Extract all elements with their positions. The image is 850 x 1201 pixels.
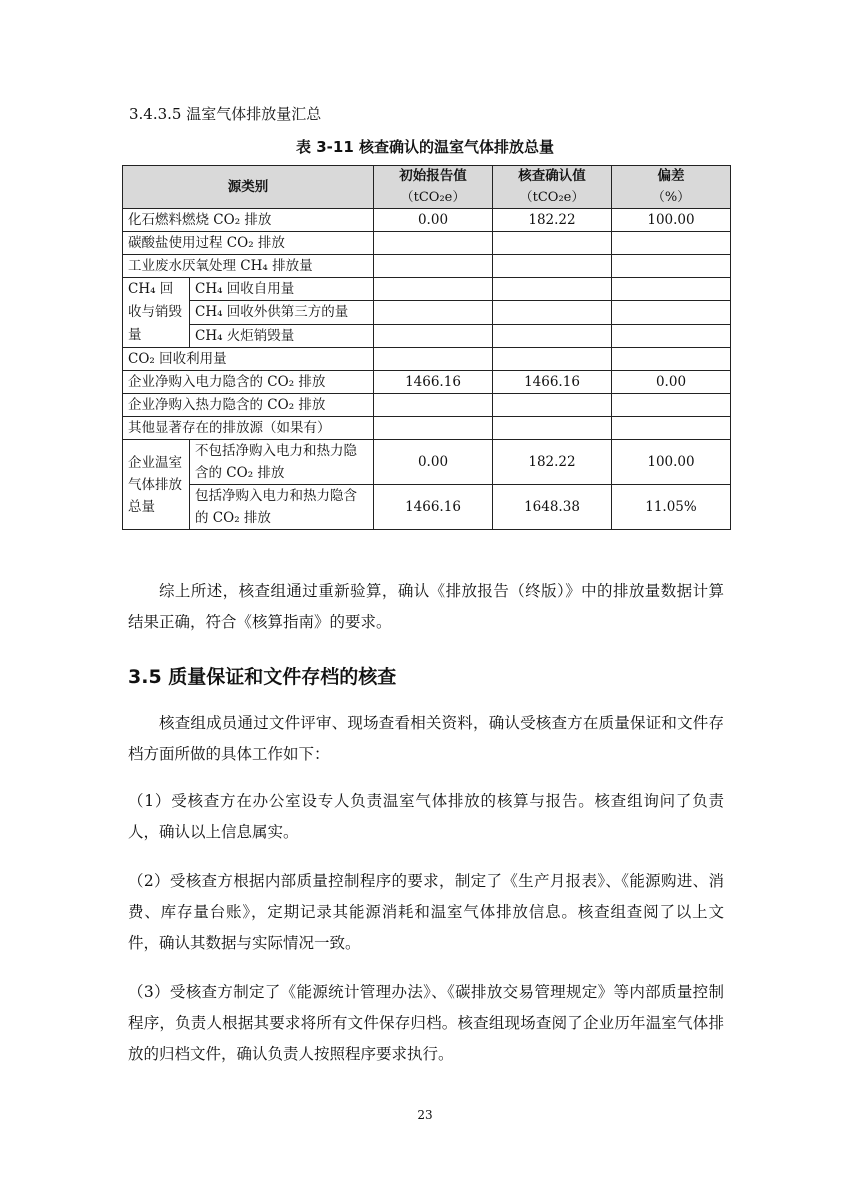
cell-deviation: 100.00	[612, 440, 731, 485]
cell-verified: 1648.38	[493, 485, 612, 530]
cell-verified	[493, 417, 612, 440]
emissions-summary-table	[122, 165, 731, 530]
cell-verified	[493, 301, 612, 324]
cell-verified	[493, 232, 612, 255]
group-label-ch4: CH₄ 回收与销毁量	[123, 278, 190, 348]
row-label: CH₄ 回收自用量	[190, 278, 374, 301]
cell-initial	[374, 278, 493, 301]
cell-deviation: 0.00	[612, 371, 731, 394]
header-initial-unit: （tCO₂e）	[400, 190, 466, 205]
header-verified	[493, 166, 612, 209]
table-row	[123, 255, 731, 278]
item-paragraph-3: （3）受核查方制定了《能源统计管理办法》、《碳排放交易管理规定》等内部质量控制程序，负责人根据其要求将所有文件保存归档。核查组现场查阅了企业历年温室气体排放的归档文件，确认负责人按照程序要求执行。	[128, 983, 724, 1063]
table-row	[123, 301, 731, 324]
item-paragraph-1: （1）受核查方在办公室设专人负责温室气体排放的核算与报告。核查组询问了负责人，确认以上信息属实。	[128, 792, 724, 841]
cell-deviation: 11.05%	[612, 485, 731, 530]
cell-deviation	[612, 301, 731, 324]
cell-initial: 0.00	[374, 440, 493, 485]
table-row	[123, 209, 731, 232]
cell-verified	[493, 278, 612, 301]
cell-deviation	[612, 255, 731, 278]
section-subheading: 3.4.3.5 温室气体排放量汇总	[129, 105, 322, 123]
table-row	[123, 371, 731, 394]
header-verified-unit: （tCO₂e）	[519, 190, 585, 205]
cell-verified	[493, 394, 612, 417]
cell-initial	[374, 255, 493, 278]
header-initial-label: 初始报告值	[399, 168, 467, 184]
cell-verified	[493, 324, 612, 347]
cell-initial	[374, 232, 493, 255]
cell-verified: 182.22	[493, 209, 612, 232]
cell-initial	[374, 301, 493, 324]
table-row	[123, 348, 731, 371]
cell-deviation	[612, 348, 731, 371]
cell-initial	[374, 348, 493, 371]
row-label: CH₄ 回收外供第三方的量	[190, 301, 374, 324]
table-row	[123, 394, 731, 417]
cell-deviation	[612, 394, 731, 417]
header-deviation-unit: （%）	[651, 190, 691, 205]
group-label-total: 企业温室气体排放总量	[123, 440, 190, 530]
row-label: 包括净购入电力和热力隐含的 CO₂ 排放	[190, 485, 374, 530]
cell-initial	[374, 394, 493, 417]
row-label: 企业净购入电力隐含的 CO₂ 排放	[123, 371, 374, 394]
header-source: 源类别	[123, 166, 374, 209]
summary-paragraph: 综上所述，核查组通过重新验算，确认《排放报告（终版）》中的排放量数据计算结果正确，符合《核算指南》的要求。	[128, 582, 724, 631]
intro-paragraph: 核查组成员通过文件评审、现场查看相关资料，确认受核查方在质量保证和文件存档方面所做的具体工作如下：	[128, 714, 724, 763]
table-header-row	[123, 166, 731, 209]
cell-initial	[374, 417, 493, 440]
cell-verified: 182.22	[493, 440, 612, 485]
row-label: CH₄ 火炬销毁量	[190, 324, 374, 347]
cell-verified	[493, 348, 612, 371]
row-label: 化石燃料燃烧 CO₂ 排放	[123, 209, 374, 232]
table-row	[123, 324, 731, 347]
page-number: 23	[417, 1108, 433, 1122]
cell-initial: 1466.16	[374, 485, 493, 530]
cell-deviation	[612, 232, 731, 255]
item-paragraph-2: （2）受核查方根据内部质量控制程序的要求，制定了《生产月报表》、《能源购进、消费、库存量台账》，定期记录其能源消耗和温室气体排放信息。核查组查阅了以上文件，确认其数据与实际情况一致。	[128, 872, 724, 952]
cell-initial: 0.00	[374, 209, 493, 232]
cell-deviation	[612, 417, 731, 440]
header-deviation	[612, 166, 731, 209]
cell-verified	[493, 255, 612, 278]
table-caption: 表 3-11 核查确认的温室气体排放总量	[296, 138, 554, 156]
row-label: CO₂ 回收利用量	[123, 348, 374, 371]
header-initial	[374, 166, 493, 209]
table-row	[123, 278, 731, 301]
cell-initial	[374, 324, 493, 347]
cell-deviation	[612, 324, 731, 347]
row-label: 碳酸盐使用过程 CO₂ 排放	[123, 232, 374, 255]
table-row	[123, 485, 731, 530]
row-label: 工业废水厌氧处理 CH₄ 排放量	[123, 255, 374, 278]
cell-deviation	[612, 278, 731, 301]
cell-deviation: 100.00	[612, 209, 731, 232]
header-deviation-label: 偏差	[657, 168, 685, 184]
header-verified-label: 核查确认值	[518, 168, 586, 184]
table-row	[123, 232, 731, 255]
section-heading-3-5: 3.5 质量保证和文件存档的核查	[128, 666, 397, 688]
cell-initial: 1466.16	[374, 371, 493, 394]
row-label: 不包括净购入电力和热力隐含的 CO₂ 排放	[190, 440, 374, 485]
table-row	[123, 440, 731, 485]
cell-verified: 1466.16	[493, 371, 612, 394]
row-label: 企业净购入热力隐含的 CO₂ 排放	[123, 394, 374, 417]
row-label: 其他显著存在的排放源（如果有）	[123, 417, 374, 440]
table-row	[123, 417, 731, 440]
